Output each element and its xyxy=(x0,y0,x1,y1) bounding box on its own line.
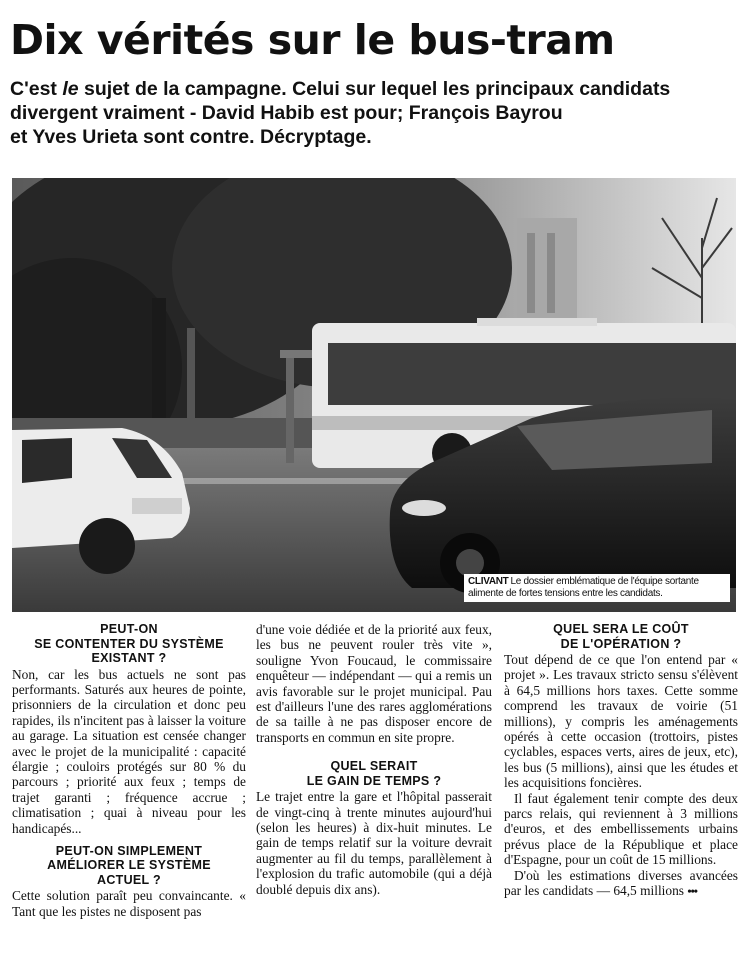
paragraph: Le trajet entre la gare et l'hôpital passerait de vingt-cinq à trente minutes aujourd'hui (selon les heures) à dix-huit minutes. Le gain de temps relatif sur la voiture devrait augmenter au fil du temps, parallèlement à l'explosion du trafic automobile (qui a déjà doublé depuis dix ans). xyxy=(256,789,492,897)
paragraph: Cette solution paraît peu convaincante. « Tant que les pistes ne disposent pas xyxy=(12,888,246,919)
article-column-1 xyxy=(12,622,246,919)
paragraph: Non, car les bus actuels ne sont pas performants. Saturés aux heures de pointe, prisonniers de la circulation et donc peu rapides, ils n'incitent pas à laisser la voiture au garage. La situation est censée changer avec le projet de la municipalité : capacité élargie ; couloirs protégés sur 80 % du parcours ; priorité aux feux ; temps de trajet garanti ; fréquence accrue ; climatisation ; quai à niveau pour les handicapés... xyxy=(12,666,246,836)
photo-caption xyxy=(464,574,730,602)
subheading-improve-system: PEUT-ON SIMPLEMENT AMÉLIORER LE SYSTÈME ACTUEL ? xyxy=(47,843,211,887)
headline: Dix vérités sur le bus-tram xyxy=(10,16,615,64)
photo-illustration xyxy=(12,178,736,612)
deck-emphasis: le xyxy=(62,78,79,100)
deck xyxy=(10,77,745,149)
paragraph-final: D'où les estimations diverses avancées par les candidats — 64,5 millions ••• xyxy=(504,867,738,899)
subheading-cost: QUEL SERA LE COÛT DE L'OPÉRATION ? xyxy=(553,622,689,651)
subheading-time-gain: QUEL SERAIT LE GAIN DE TEMPS ? xyxy=(306,759,442,788)
article-column-2 xyxy=(256,622,492,897)
deck-line-2: divergent vraiment - David Habib est pour; François Bayrou xyxy=(10,102,563,124)
paragraph: Tout dépend de ce que l'on entend par « projet ». Les travaux stricto sensu s'élèvent à 64,5 millions hors taxes. Cette somme comprend les travaux de voirie (51 millions), y compris les aménagements opérés à cette occasion (trottoirs, pistes cyclables, espaces verts, aires de jeux, etc), les bus (5 millions), ainsi que les études et les acquisitions foncières. xyxy=(504,652,738,791)
subheading-existing-system: PEUT-ON SE CONTENTER DU SYSTÈME EXISTANT ? xyxy=(34,622,224,665)
bus-street-photo xyxy=(12,178,736,612)
photo-credit-label: CLIVANT xyxy=(468,576,509,587)
paragraph: Il faut également tenir compte des deux parcs relais, qui reviennent à 3 millions d'euros, et des embellissements urbains prévus place de la République et place d'Espagne, pour un coût de 15 millions. xyxy=(504,790,738,868)
paragraph: d'une voie dédiée et de la priorité aux feux, les bus ne peuvent rouler très vite », souligne Yvon Foucaud, le commissaire enquêteur — indépendant — qui a remis un avis favorable sur le projet municipal. Pau est d'ailleurs l'une des rares agglomérations de sa taille à ne pas disposer encore de transports en commun en site propre. xyxy=(256,622,492,745)
deck-line-1: C'est le sujet de la campagne. Celui sur lequel les principaux candidats xyxy=(10,78,671,100)
article-column-3 xyxy=(504,622,738,900)
continued-marker: ••• xyxy=(687,884,697,899)
photo-caption-text: Le dossier emblématique de l'équipe sortante alimente de fortes tensions entre les candidats. xyxy=(468,576,699,599)
deck-line-3: et Yves Urieta sont contre. Décryptage. xyxy=(10,126,372,148)
